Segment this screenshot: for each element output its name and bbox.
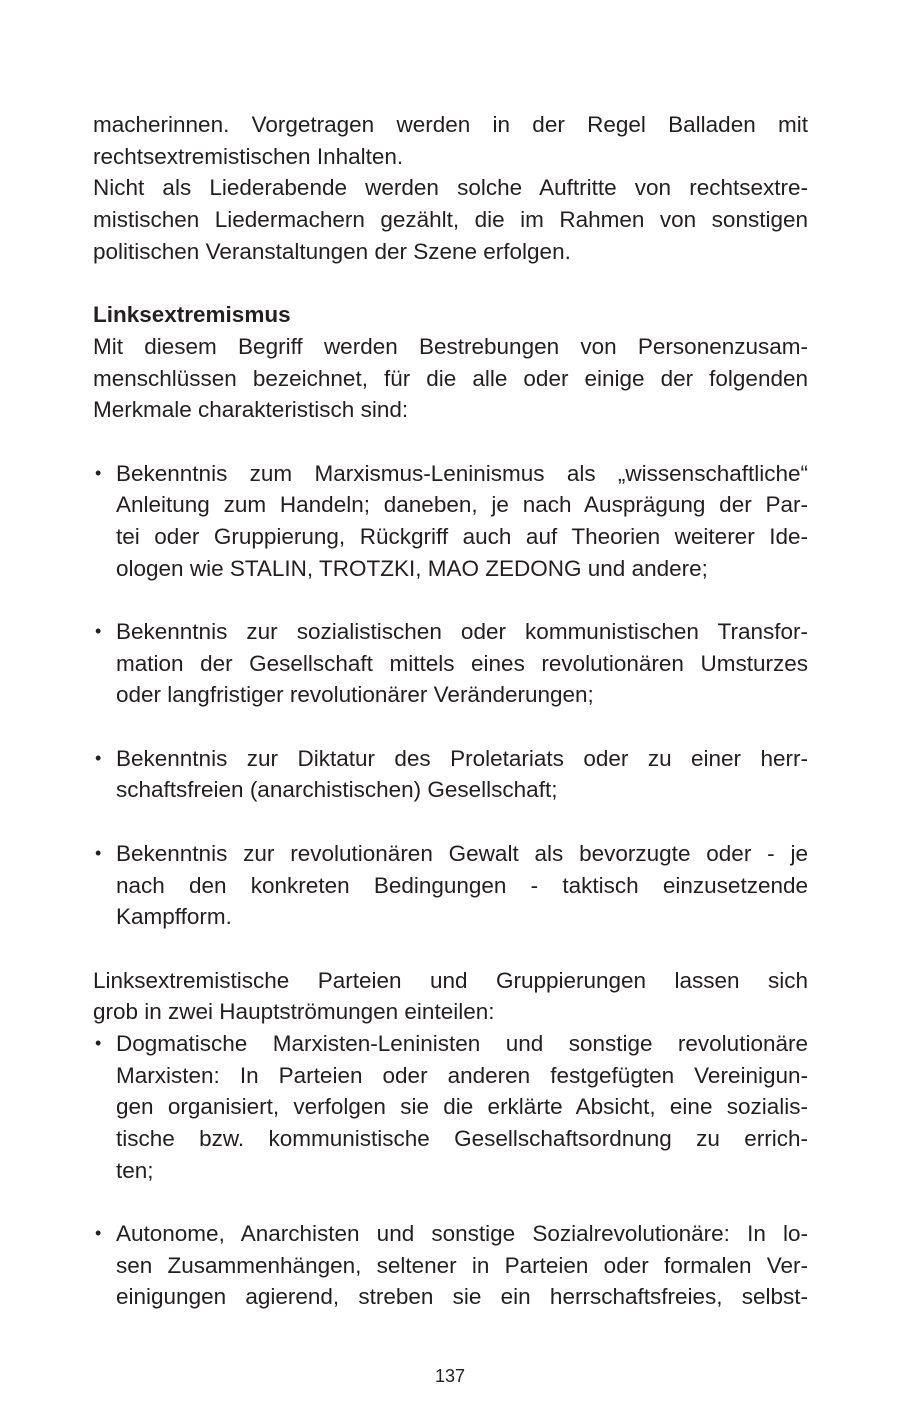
text-line: mistischen Liedermachern gezählt, die im Rahmen von sonstigen xyxy=(93,207,808,233)
text-line: Merkmale charakteristisch sind: xyxy=(93,397,409,423)
text-line: Linksextremismus xyxy=(93,302,291,328)
text-line: tische bzw. kommunistische Gesellschaftsordnung zu errich- xyxy=(116,1126,808,1151)
bullet-item xyxy=(93,458,808,585)
text-line: menschlüssen bezeichnet, für die alle oder einige der folgenden xyxy=(93,365,808,391)
text-line: gen organisiert, verfolgen sie die erklärte Absicht, eine sozialis- xyxy=(116,1094,808,1120)
bullet-icon: • xyxy=(95,1032,102,1053)
text-line: macherinnen. Vorgetragen werden in der Regel Balladen mit xyxy=(93,112,808,137)
bullet-icon: • xyxy=(95,747,102,768)
paragraph xyxy=(93,965,808,1028)
text-line: Bekenntnis zur Diktatur des Proletariats oder zu einer herr- xyxy=(116,745,808,771)
text-line: politischen Veranstaltungen der Szene erfolgen. xyxy=(93,238,571,264)
text-line: tei oder Gruppierung, Rückgriff auch auf Theorien weiterer Ide- xyxy=(116,523,808,549)
bullet-item xyxy=(93,616,808,711)
text-line: rechtsextremistischen Inhalten. xyxy=(93,143,404,169)
bullet-icon: • xyxy=(95,842,102,863)
page-number: 137 xyxy=(434,1366,466,1386)
text-line: Bekenntnis zur sozialistischen oder kommunistischen Transfor- xyxy=(116,619,808,644)
bullet-item xyxy=(93,1218,808,1313)
text-line: sen Zusammenhängen, seltener in Parteien oder formalen Ver- xyxy=(116,1252,808,1278)
text-line: oder langfristiger revolutionärer Veränderungen; xyxy=(116,682,594,708)
paragraph xyxy=(93,331,808,426)
text-line: Mit diesem Begriff werden Bestrebungen von Personenzusam- xyxy=(93,333,808,359)
text-line: nach den konkreten Bedingungen - taktisch einzusetzende xyxy=(116,872,808,898)
text-line: schaftsfreien (anarchistischen) Gesellschaft; xyxy=(116,777,558,803)
text-line: Anleitung zum Handeln; daneben, je nach Ausprägung der Par- xyxy=(116,492,808,518)
bullet-icon: • xyxy=(95,1223,102,1244)
text-line: grob in zwei Hauptströmungen einteilen: xyxy=(93,999,495,1025)
text-line: Nicht als Liederabende werden solche Auftritte von rechtsextre- xyxy=(93,175,808,201)
bullet-icon: • xyxy=(95,462,102,483)
text-line: einigungen agierend, streben sie ein herrschaftsfreies, selbst- xyxy=(116,1284,808,1310)
text-line: Bekenntnis zum Marxismus-Leninismus als „wissenschaftliche“ xyxy=(116,460,808,486)
bullet-item xyxy=(93,838,808,933)
text-line: ologen wie STALIN, TROTZKI, MAO ZEDONG und andere; xyxy=(116,555,708,581)
text-line: Kampfform. xyxy=(116,904,232,930)
bullet-item xyxy=(93,743,808,806)
text-line: ten; xyxy=(116,1157,154,1183)
text-line: Linksextremistische Parteien und Gruppierungen lassen sich xyxy=(93,967,808,993)
bullet-item xyxy=(93,1028,808,1186)
paragraph xyxy=(93,109,808,172)
text-line: Marxisten: In Parteien oder anderen festgefügten Vereinigun- xyxy=(116,1062,808,1088)
text-line: mation der Gesellschaft mittels eines revolutionären Umsturzes xyxy=(116,650,808,676)
text-line: Dogmatische Marxisten-Leninisten und sonstige revolutionäre xyxy=(116,1030,808,1056)
section-heading xyxy=(93,299,808,331)
page-body xyxy=(93,109,808,1345)
paragraph xyxy=(93,172,808,267)
bullet-icon: • xyxy=(95,621,102,641)
text-line: Autonome, Anarchisten und sonstige Sozialrevolutionäre: In lo- xyxy=(116,1221,808,1247)
text-line: Bekenntnis zur revolutionären Gewalt als bevorzugte oder - je xyxy=(116,840,808,866)
